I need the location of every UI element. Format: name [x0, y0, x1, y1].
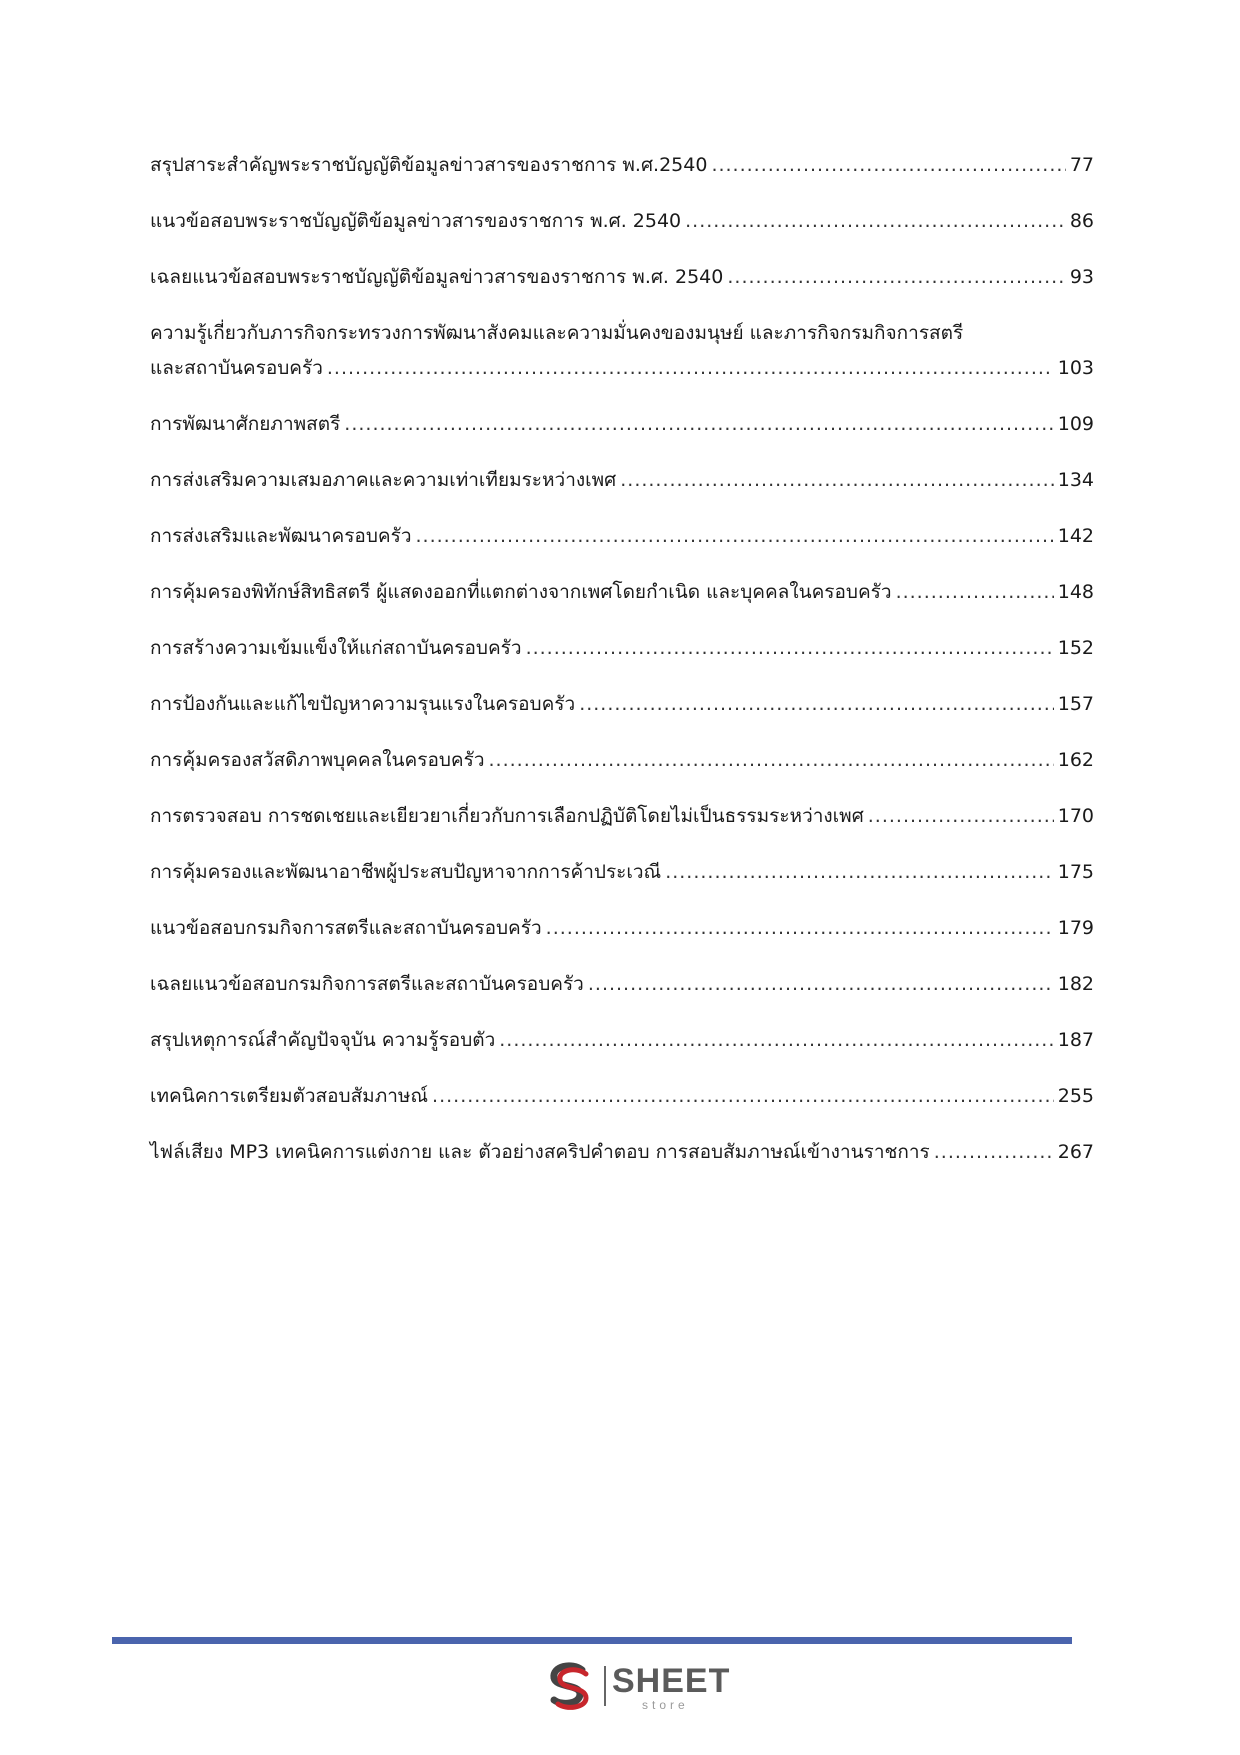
toc-entry[interactable] — [150, 519, 1094, 554]
toc-entry[interactable] — [150, 407, 1094, 442]
toc-entry-title: เทคนิคการเตรียมตัวสอบสัมภาษณ์ — [150, 1085, 429, 1107]
toc-entry-title: และสถาบันครอบครัว — [150, 357, 323, 379]
sheet-store-logo — [542, 1658, 731, 1714]
toc-leader-dots — [685, 204, 1066, 239]
toc-entry-page: 255 — [1057, 1085, 1094, 1107]
toc-leader-dots — [432, 1079, 1054, 1114]
toc-leader-dots — [727, 260, 1065, 295]
toc-entry[interactable] — [150, 1023, 1094, 1058]
toc-entry-page: 103 — [1057, 357, 1094, 379]
toc-leader-dots — [327, 351, 1054, 386]
toc-entry-title: แนวข้อสอบกรมกิจการสตรีและสถาบันครอบครัว — [150, 917, 542, 939]
logo-separator — [604, 1666, 606, 1706]
toc-entry-title: สรุปสาระสำคัญพระราชบัญญัติข้อมูลข่าวสารของราชการ พ.ศ.2540 — [150, 154, 708, 176]
toc-entry[interactable] — [150, 463, 1094, 498]
toc-entry[interactable] — [150, 631, 1094, 666]
toc-entry-title: การคุ้มครองพิทักษ์สิทธิสตรี ผู้แสดงออกที่แตกต่างจากเพศโดยกำเนิด และบุคคลในครอบครัว — [150, 581, 892, 603]
toc-entry-title: การตรวจสอบ การชดเชยและเยียวยาเกี่ยวกับการเลือกปฏิบัติโดยไม่เป็นธรรมระหว่างเพศ — [150, 805, 864, 827]
toc-entry-title: เฉลยแนวข้อสอบพระราชบัญญัติข้อมูลข่าวสารของราชการ พ.ศ. 2540 — [150, 266, 724, 288]
toc-leader-dots — [499, 1023, 1053, 1058]
toc-entry-page: 142 — [1057, 525, 1094, 547]
toc-entry-title: สรุปเหตุการณ์สำคัญปัจจุบัน ความรู้รอบตัว — [150, 1029, 496, 1051]
toc-leader-dots — [546, 911, 1054, 946]
toc-entry-title: การส่งเสริมและพัฒนาครอบครัว — [150, 525, 412, 547]
toc-entry-page: 182 — [1057, 973, 1094, 995]
toc-entry[interactable] — [150, 1079, 1094, 1114]
toc-entry-page: 93 — [1069, 266, 1094, 288]
toc-entry[interactable] — [150, 260, 1094, 295]
toc-entry-title: การสร้างความเข้มแข็งให้แก่สถาบันครอบครัว — [150, 637, 522, 659]
toc-entry-page: 109 — [1057, 413, 1094, 435]
toc-entry-page: 175 — [1057, 861, 1094, 883]
toc-leader-dots — [934, 1135, 1054, 1170]
toc-leader-dots — [665, 855, 1054, 890]
toc-leader-dots — [588, 967, 1054, 1002]
toc-entry[interactable] — [150, 855, 1094, 890]
toc-entry-title: แนวข้อสอบพระราชบัญญัติข้อมูลข่าวสารของราชการ พ.ศ. 2540 — [150, 210, 682, 232]
toc-leader-dots — [415, 519, 1053, 554]
toc-entry-title: การส่งเสริมความเสมอภาคและความเท่าเทียมระหว่างเพศ — [150, 469, 617, 491]
toc-entry[interactable] — [150, 575, 1094, 610]
toc-leader-dots — [579, 687, 1054, 722]
toc-leader-dots — [344, 407, 1053, 442]
toc-leader-dots — [620, 463, 1054, 498]
toc-entry-title: การคุ้มครองและพัฒนาอาชีพผู้ประสบปัญหาจากการค้าประเวณี — [150, 861, 662, 883]
toc-entry-page: 77 — [1069, 154, 1094, 176]
toc-entry[interactable] — [150, 911, 1094, 946]
toc-leader-dots — [868, 799, 1054, 834]
toc-entry[interactable] — [150, 743, 1094, 778]
toc-entry-title: เฉลยแนวข้อสอบกรมกิจการสตรีและสถาบันครอบครัว — [150, 973, 584, 995]
toc-leader-dots — [711, 148, 1065, 183]
toc-entry-page: 179 — [1057, 917, 1094, 939]
toc-entry-title: การป้องกันและแก้ไขปัญหาความรุนแรงในครอบครัว — [150, 693, 576, 715]
toc-leader-dots — [896, 575, 1054, 610]
toc-entry-title: การพัฒนาศักยภาพสตรี — [150, 413, 341, 435]
toc-entry-page: 148 — [1057, 581, 1094, 603]
toc-entry[interactable] — [150, 967, 1094, 1002]
toc-leader-dots — [526, 631, 1054, 666]
table-of-contents — [150, 148, 1094, 1191]
footer-rule — [112, 1637, 1072, 1644]
toc-entry-page: 157 — [1057, 693, 1094, 715]
sheet-s-logo-icon — [542, 1658, 598, 1714]
toc-entry-title: การคุ้มครองสวัสดิภาพบุคคลในครอบครัว — [150, 749, 485, 771]
toc-entry-page: 267 — [1057, 1141, 1094, 1163]
toc-entry[interactable] — [150, 148, 1094, 183]
toc-entry-page: 187 — [1057, 1029, 1094, 1051]
toc-entry-page: 162 — [1057, 749, 1094, 771]
toc-entry-title: ไฟล์เสียง MP3 เทคนิคการแต่งกาย และ ตัวอย่างสคริปคำตอบ การสอบสัมภาษณ์เข้างานราชการ — [150, 1141, 930, 1163]
toc-entry-page: 86 — [1069, 210, 1094, 232]
toc-entry-page: 170 — [1057, 805, 1094, 827]
toc-entry[interactable] — [150, 799, 1094, 834]
toc-leader-dots — [489, 743, 1054, 778]
toc-entry-page: 152 — [1057, 637, 1094, 659]
logo-name: SHEET — [612, 1662, 731, 1700]
toc-entry[interactable] — [150, 687, 1094, 722]
toc-entry-title-line1: ความรู้เกี่ยวกับภารกิจกระทรวงการพัฒนาสังคมและความมั่นคงของมนุษย์ และภารกิจกรมกิจการสตรี — [150, 322, 964, 344]
toc-entry[interactable] — [150, 316, 1094, 386]
logo-subtitle: store — [642, 1698, 689, 1712]
toc-entry-page: 134 — [1057, 469, 1094, 491]
toc-entry[interactable] — [150, 204, 1094, 239]
toc-entry[interactable] — [150, 1135, 1094, 1170]
